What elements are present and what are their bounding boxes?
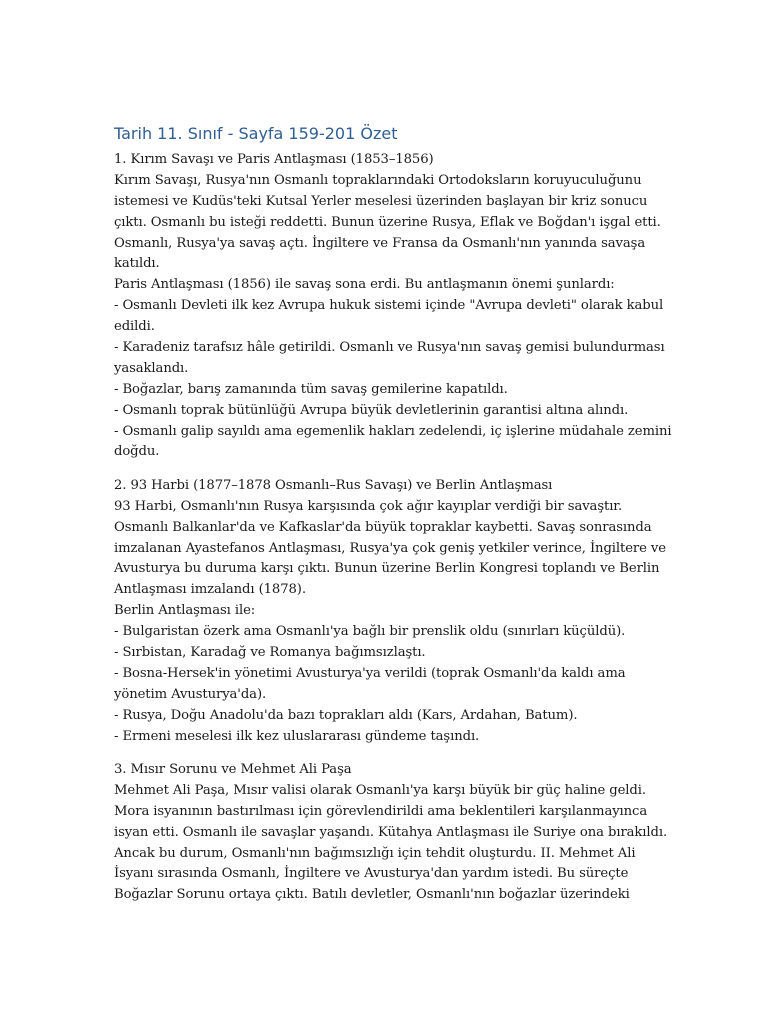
section-gap (114, 747, 674, 760)
text-line: yasaklandı. (114, 360, 189, 376)
text-line: Mehmet Ali Paşa, Mısır valisi olarak Osmanlı'ya karşı büyük bir güç haline geldi. (114, 782, 646, 798)
text-line: edildi. (114, 319, 155, 335)
text-line: - Sırbistan, Karadağ ve Romanya bağımsızlaştı. (114, 644, 426, 660)
text-line: Berlin Antlaşması ile: (114, 603, 256, 619)
section-3 (114, 760, 674, 906)
text-line: Osmanlı Balkanlar'da ve Kafkaslar'da büyük topraklar kaybetti. Savaş sonrasında (114, 519, 652, 535)
text-line: - Ermeni meselesi ilk kez uluslararası gündeme taşındı. (114, 728, 480, 744)
text-line: katıldı. (114, 256, 160, 272)
text-line: Ancak bu durum, Osmanlı'nın bağımsızlığı için tehdit oluşturdu. II. Mehmet Ali (114, 845, 636, 861)
section-heading: 3. Mısır Sorunu ve Mehmet Ali Paşa (114, 761, 352, 777)
text-line: - Osmanlı galip sayıldı ama egemenlik hakları zedelendi, iç işlerine müdahale zemini (114, 423, 672, 439)
text-line: - Karadeniz tarafsız hâle getirildi. Osmanlı ve Rusya'nın savaş gemisi bulundurması (114, 340, 665, 356)
text-line: Paris Antlaşması (1856) ile savaş sona erdi. Bu antlaşmanın önemi şunlardı: (114, 277, 615, 293)
text-line: Kırım Savaşı, Rusya'nın Osmanlı topraklarındaki Ortodoksların koruyuculuğunu (114, 172, 642, 188)
text-line: Antlaşması imzalandı (1878). (114, 582, 306, 598)
text-line: Avusturya bu duruma karşı çıktı. Bunun üzerine Berlin Kongresi toplandı ve Berlin (114, 561, 660, 577)
text-line: - Rusya, Doğu Anadolu'da bazı toprakları aldı (Kars, Ardahan, Batum). (114, 707, 578, 723)
text-line: Osmanlı, Rusya'ya savaş açtı. İngiltere ve Fransa da Osmanlı'nın yanında savaşa (114, 235, 646, 251)
section-heading: 2. 93 Harbi (1877–1878 Osmanlı–Rus Savaşı) ve Berlin Antlaşması (114, 477, 553, 493)
text-line: - Boğazlar, barış zamanında tüm savaş gemilerine kapatıldı. (114, 381, 508, 397)
text-line: Mora isyanının bastırılması için görevlendirildi ama beklentileri karşılanmayınca (114, 803, 648, 819)
text-line: İsyanı sırasında Osmanlı, İngiltere ve Avusturya'dan yardım istedi. Bu süreçte (114, 866, 629, 882)
text-line: 93 Harbi, Osmanlı'nın Rusya karşısında çok ağır kayıplar verdiği bir savaştır. (114, 498, 623, 514)
section-1 (114, 150, 674, 463)
section-gap (114, 463, 674, 476)
text-line: isyan etti. Osmanlı ile savaşlar yaşandı. Kütahya Antlaşması ile Suriye ona bırakıldı. (114, 824, 668, 840)
text-line: - Bosna-Hersek'in yönetimi Avusturya'ya verildi (toprak Osmanlı'da kaldı ama (114, 665, 626, 681)
text-line: - Bulgaristan özerk ama Osmanlı'ya bağlı bir prenslik oldu (sınırları küçüldü). (114, 624, 626, 640)
document-title: Tarih 11. Sınıf - Sayfa 159-201 Özet (114, 124, 398, 143)
text-line: yönetim Avusturya'da). (114, 686, 267, 702)
text-line: - Osmanlı Devleti ilk kez Avrupa hukuk sistemi içinde "Avrupa devleti" olarak kabul (114, 298, 664, 314)
text-line: istemesi ve Kudüs'teki Kutsal Yerler meselesi üzerinden başlayan bir kriz sonucu (114, 193, 648, 209)
text-line: - Osmanlı toprak bütünlüğü Avrupa büyük devletlerinin garantisi altına alındı. (114, 402, 629, 418)
document-body (114, 150, 674, 906)
text-line: Boğazlar Sorunu ortaya çıktı. Batılı devletler, Osmanlı'nın boğazlar üzerindeki (114, 887, 630, 903)
text-line: imzalanan Ayastefanos Antlaşması, Rusya'ya çok geniş yetkiler verince, İngiltere ve (114, 540, 666, 556)
section-2 (114, 476, 674, 748)
text-line: doğdu. (114, 444, 160, 460)
text-line: çıktı. Osmanlı bu isteği reddetti. Bunun üzerine Rusya, Eflak ve Boğdan'ı işgal etti. (114, 214, 661, 230)
section-heading: 1. Kırım Savaşı ve Paris Antlaşması (1853–1856) (114, 152, 434, 167)
